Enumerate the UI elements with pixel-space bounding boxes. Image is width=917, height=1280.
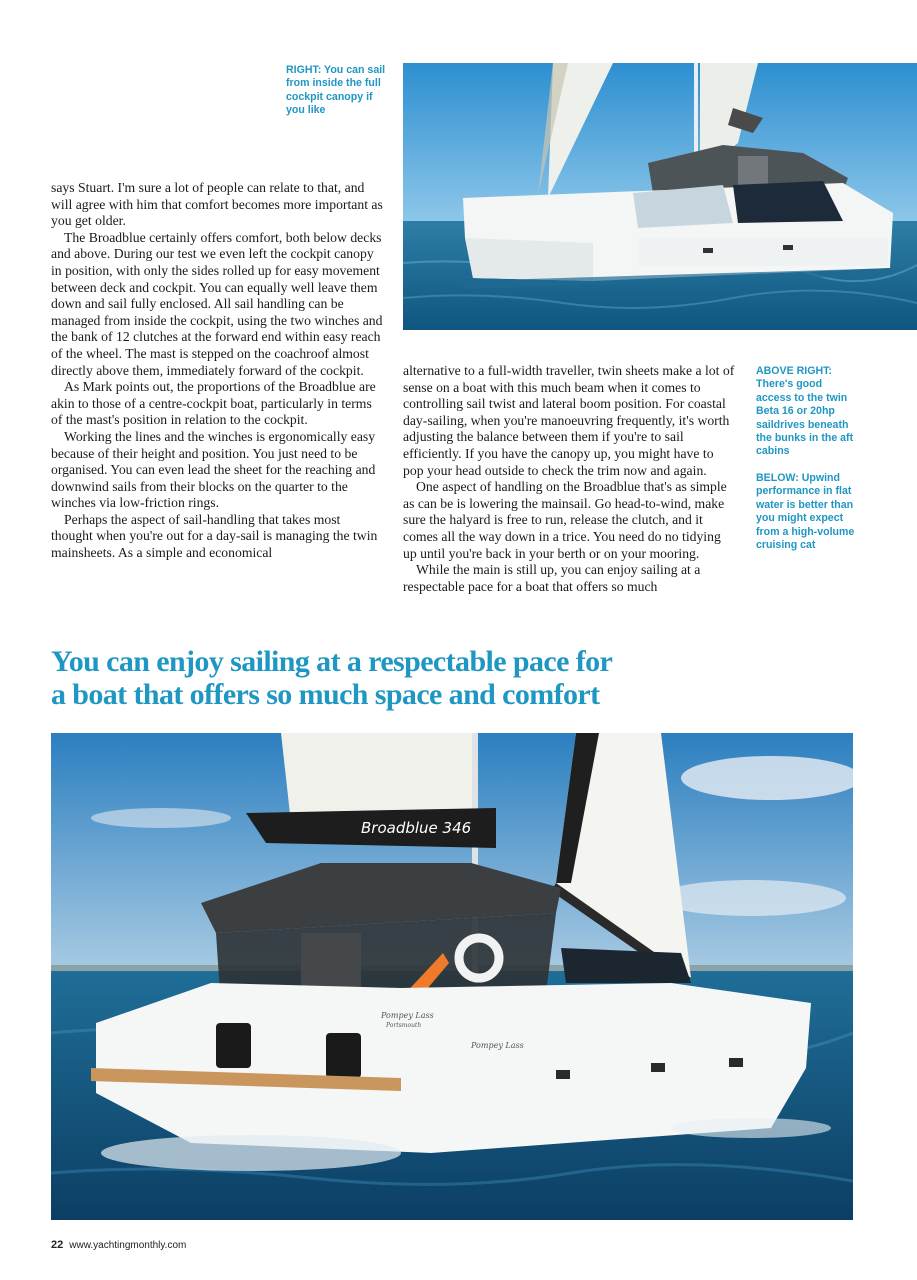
photo-top-catamaran: [403, 63, 917, 330]
paragraph: says Stuart. I'm sure a lot of people can relate to that, and will agree with him that comfort becomes more important as you get older.: [51, 180, 383, 229]
paragraph: While the main is still up, you can enjoy sailing at a respectable pace for a boat that offers so much: [403, 562, 701, 594]
body-column-left: [51, 180, 383, 562]
hull-name-stern: Pompey Lass: [381, 1011, 434, 1020]
boom-bag-label: Broadblue 346: [361, 819, 472, 837]
pull-quote: [51, 645, 771, 711]
caption-below: BELOW: Upwind performance in flat water is better than you might expect from a high-volume cruising cat: [756, 472, 855, 552]
catamaran-main-illustration: [51, 733, 853, 1220]
hull-port-stern: Portsmouth: [386, 1022, 422, 1029]
pull-quote-line: a boat that offers so much space and comfort: [51, 678, 600, 711]
caption-right: RIGHT: You can sail from inside the full cockpit canopy if you like: [286, 64, 386, 117]
page-footer: [51, 1239, 186, 1251]
pull-quote-line: You can enjoy sailing at a respectable pace for: [51, 645, 613, 678]
hull-name-side: Pompey Lass: [471, 1041, 524, 1050]
paragraph: As Mark points out, the proportions of the Broadblue are akin to those of a centre-cockpit boat, particularly in terms of the mast's position in relation to the cockpit.: [51, 379, 376, 428]
paragraph: The Broadblue certainly offers comfort, both below decks and above. During our test we even left the cockpit canopy in position, with only the sides rolled up for easy movement between deck and cockpit. You can equally well leave them down and sail fully enclosed. All sail handling can be managed from inside the cockpit, using the two winches and the bank of 12 clutches at the forward end within easy reach of the wheel. The mast is stepped on the coachroof almost directly above them, immediately forward of the cockpit.: [51, 229, 383, 378]
paragraph: Perhaps the aspect of sail-handling that takes most thought when you're out for a day-sail is managing the twin mainsheets. As a simple and economical: [51, 511, 378, 561]
caption-above-right: ABOVE RIGHT: There's good access to the twin Beta 16 or 20hp saildrives beneath the bunks in the aft cabins: [756, 365, 854, 458]
paragraph: Working the lines and the winches is ergonomically easy because of their height and position. You just need to be organised. You can even lead the sheet for the reaching and downwind sails from their blocks on the quarter to the winches via low-friction rings.: [51, 428, 376, 511]
footer-website: www.yachtingmonthly.com: [69, 1240, 187, 1251]
paragraph: One aspect of handling on the Broadblue that's as simple as can be is lowering the mainsail. Go head-to-wind, make sure the halyard is free to run, release the clutch, and it comes all the way down in a trice. You need do no tidying up until you're back in your berth or on your mooring.: [403, 479, 727, 561]
paragraph: alternative to a full-width traveller, twin sheets make a lot of sense on a boat with this much beam when it comes to controlling sail twist and lateral boom position. For coastal day-sailing, when you're manoeuvring frequently, it's worth adjusting the balance between them if you're to sail efficiently. If you have the canopy up, you might have to pop your head outside to check the trim now and again.: [403, 363, 735, 478]
photo-main-catamaran: [51, 733, 853, 1220]
body-column-middle: [403, 363, 737, 595]
catamaran-top-illustration: [403, 63, 917, 330]
page-number: 22: [51, 1239, 64, 1251]
